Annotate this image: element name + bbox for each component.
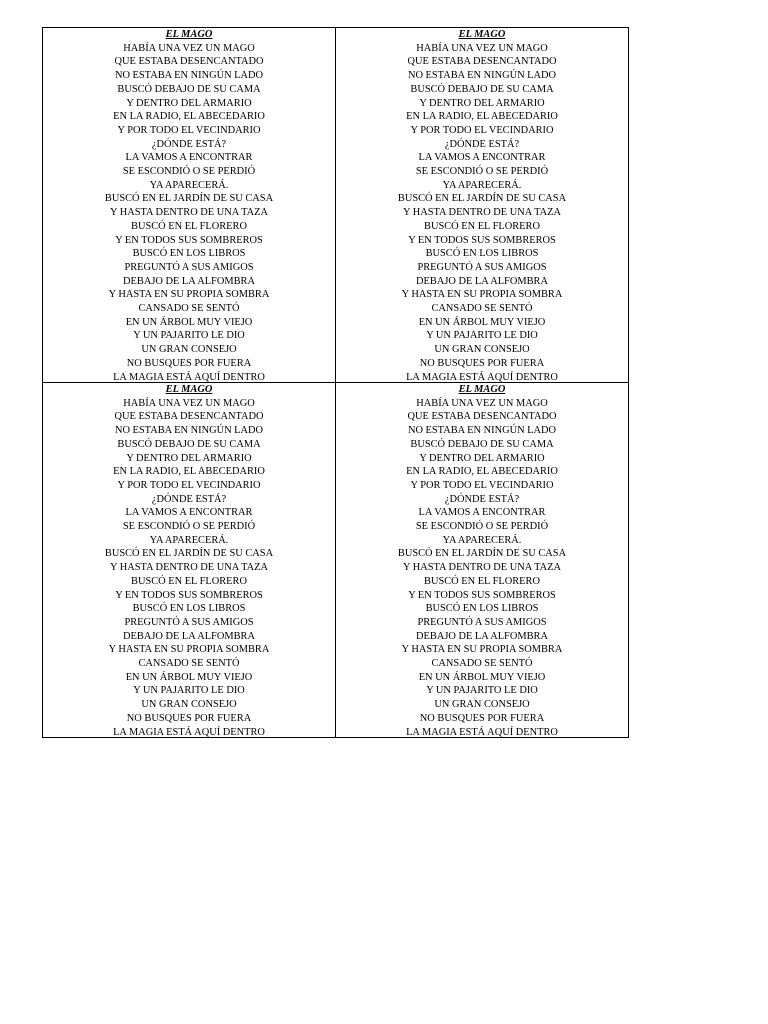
poem-line: UN GRAN CONSEJO <box>141 699 237 711</box>
poem-line: NO BUSQUES POR FUERA <box>419 712 545 724</box>
poem-line: LA VAMOS A ENCONTRAR <box>125 507 253 519</box>
poem-cell <box>43 28 336 383</box>
poem-line: PREGUNTÓ A SUS AMIGOS <box>124 616 254 628</box>
poem-cell <box>336 28 628 383</box>
poem-line: BUSCÓ EN EL FLORERO <box>131 575 247 587</box>
poem-line: Y HASTA DENTRO DE UNA TAZA <box>403 562 561 574</box>
poem-line: Y POR TODO EL VECINDARIO <box>410 479 554 491</box>
poem-line: PREGUNTÓ A SUS AMIGOS <box>124 261 254 273</box>
poem-title: EL MAGO <box>165 29 213 40</box>
poem-line: Y HASTA DENTRO DE UNA TAZA <box>403 207 561 219</box>
poem-line: DEBAJO DE LA ALFOMBRA <box>416 630 548 642</box>
poem-title: EL MAGO <box>165 384 213 395</box>
poem-line: Y DENTRO DEL ARMARIO <box>126 452 252 464</box>
poem-table <box>42 27 629 738</box>
poem-title: EL MAGO <box>458 384 506 395</box>
poem-line: EN UN ÁRBOL MUY VIEJO <box>125 671 253 683</box>
poem-line: LA VAMOS A ENCONTRAR <box>418 507 546 519</box>
poem-line: Y EN TODOS SUS SOMBREROS <box>408 589 556 601</box>
poem-line: PREGUNTÓ A SUS AMIGOS <box>417 616 547 628</box>
poem-line: BUSCÓ EN EL JARDÍN DE SU CASA <box>397 193 567 205</box>
poem-line: HABÍA UNA VEZ UN MAGO <box>123 397 255 409</box>
poem-line: YA APARECERÁ. <box>149 534 229 546</box>
poem-line: HABÍA UNA VEZ UN MAGO <box>416 42 548 54</box>
poem-line: Y POR TODO EL VECINDARIO <box>117 479 261 491</box>
poem-line: Y POR TODO EL VECINDARIO <box>117 124 261 136</box>
poem-line: EN LA RADIO, EL ABECEDARIO <box>406 111 558 123</box>
poem-title: EL MAGO <box>458 29 506 40</box>
poem-line: UN GRAN CONSEJO <box>434 699 530 711</box>
poem-line: NO ESTABA EN NINGÚN LADO <box>114 425 264 437</box>
poem-verse-list <box>336 42 628 383</box>
poem-line: ¿DÓNDE ESTÁ? <box>151 493 227 505</box>
poem-line: YA APARECERÁ. <box>442 534 522 546</box>
poem-line: DEBAJO DE LA ALFOMBRA <box>123 630 255 642</box>
poem-line: EN LA RADIO, EL ABECEDARIO <box>113 111 265 123</box>
poem-line: EN LA RADIO, EL ABECEDARIO <box>406 466 558 478</box>
poem-line: SE ESCONDIÓ O SE PERDIÓ <box>122 166 256 178</box>
poem-line: NO BUSQUES POR FUERA <box>419 357 545 369</box>
poem-line: BUSCÓ EN LOS LIBROS <box>425 603 539 615</box>
poem-line: ¿DÓNDE ESTÁ? <box>444 493 520 505</box>
poem-line: BUSCÓ DEBAJO DE SU CAMA <box>117 438 261 450</box>
poem-line: Y DENTRO DEL ARMARIO <box>126 97 252 109</box>
poem-line: Y DENTRO DEL ARMARIO <box>419 452 545 464</box>
poem-line: LA MAGIA ESTÁ AQUÍ DENTRO <box>406 726 558 737</box>
poem-line: HABÍA UNA VEZ UN MAGO <box>416 397 548 409</box>
poem-line: Y DENTRO DEL ARMARIO <box>419 97 545 109</box>
poem-line: Y EN TODOS SUS SOMBREROS <box>115 589 263 601</box>
poem-line: BUSCÓ EN EL FLORERO <box>424 575 540 587</box>
poem-line: BUSCÓ EN EL JARDÍN DE SU CASA <box>397 548 567 560</box>
poem-line: BUSCÓ EN EL JARDÍN DE SU CASA <box>104 548 274 560</box>
poem-line: EN LA RADIO, EL ABECEDARIO <box>113 466 265 478</box>
poem-line: ¿DÓNDE ESTÁ? <box>151 138 227 150</box>
poem-line: PREGUNTÓ A SUS AMIGOS <box>417 261 547 273</box>
poem-line: UN GRAN CONSEJO <box>141 344 237 356</box>
poem-line: BUSCÓ EN EL FLORERO <box>131 220 247 232</box>
poem-line: Y EN TODOS SUS SOMBREROS <box>408 234 556 246</box>
poem-line: DEBAJO DE LA ALFOMBRA <box>416 275 548 287</box>
poem-line: NO ESTABA EN NINGÚN LADO <box>407 70 557 82</box>
poem-line: CANSADO SE SENTÓ <box>138 658 240 670</box>
poem-line: CANSADO SE SENTÓ <box>431 303 533 315</box>
poem-line: QUE ESTABA DESENCANTADO <box>114 411 264 423</box>
poem-line: EN UN ÁRBOL MUY VIEJO <box>418 671 546 683</box>
poem-line: BUSCÓ EN LOS LIBROS <box>425 248 539 260</box>
poem-line: CANSADO SE SENTÓ <box>431 658 533 670</box>
poem-line: BUSCÓ EN EL JARDÍN DE SU CASA <box>104 193 274 205</box>
poem-line: NO BUSQUES POR FUERA <box>126 712 252 724</box>
poem-cell <box>43 383 336 737</box>
poem-line: LA MAGIA ESTÁ AQUÍ DENTRO <box>113 726 265 737</box>
poem-line: Y UN PAJARITO LE DIO <box>426 685 538 697</box>
poem-verse-list <box>43 397 335 737</box>
poem-line: SE ESCONDIÓ O SE PERDIÓ <box>122 521 256 533</box>
poem-line: BUSCÓ EN LOS LIBROS <box>132 603 246 615</box>
poem-line: BUSCÓ EN LOS LIBROS <box>132 248 246 260</box>
poem-line: Y HASTA EN SU PROPIA SOMBRA <box>108 289 270 301</box>
poem-line: QUE ESTABA DESENCANTADO <box>407 56 557 68</box>
poem-line: EN UN ÁRBOL MUY VIEJO <box>418 316 546 328</box>
poem-line: ¿DÓNDE ESTÁ? <box>444 138 520 150</box>
poem-line: NO BUSQUES POR FUERA <box>126 357 252 369</box>
poem-line: Y HASTA EN SU PROPIA SOMBRA <box>401 644 563 656</box>
poem-line: Y POR TODO EL VECINDARIO <box>410 124 554 136</box>
poem-verse-list <box>336 397 628 737</box>
poem-line: NO ESTABA EN NINGÚN LADO <box>407 425 557 437</box>
poem-line: BUSCÓ DEBAJO DE SU CAMA <box>117 83 261 95</box>
poem-line: LA MAGIA ESTÁ AQUÍ DENTRO <box>113 371 265 383</box>
poem-line: Y UN PAJARITO LE DIO <box>426 330 538 342</box>
poem-line: BUSCÓ DEBAJO DE SU CAMA <box>410 83 554 95</box>
poem-line: Y HASTA DENTRO DE UNA TAZA <box>110 207 268 219</box>
poem-line: UN GRAN CONSEJO <box>434 344 530 356</box>
poem-line: Y EN TODOS SUS SOMBREROS <box>115 234 263 246</box>
poem-cell <box>336 383 628 737</box>
poem-line: HABÍA UNA VEZ UN MAGO <box>123 42 255 54</box>
poem-line: EN UN ÁRBOL MUY VIEJO <box>125 316 253 328</box>
poem-line: QUE ESTABA DESENCANTADO <box>407 411 557 423</box>
poem-line: NO ESTABA EN NINGÚN LADO <box>114 70 264 82</box>
poem-line: Y HASTA DENTRO DE UNA TAZA <box>110 562 268 574</box>
poem-line: Y HASTA EN SU PROPIA SOMBRA <box>401 289 563 301</box>
poem-line: LA VAMOS A ENCONTRAR <box>418 152 546 164</box>
poem-line: BUSCÓ DEBAJO DE SU CAMA <box>410 438 554 450</box>
poem-line: YA APARECERÁ. <box>149 179 229 191</box>
poem-line: LA MAGIA ESTÁ AQUÍ DENTRO <box>406 371 558 383</box>
poem-verse-list <box>43 42 335 383</box>
poem-line: Y UN PAJARITO LE DIO <box>133 685 245 697</box>
poem-line: QUE ESTABA DESENCANTADO <box>114 56 264 68</box>
poem-line: SE ESCONDIÓ O SE PERDIÓ <box>415 521 549 533</box>
poem-line: Y HASTA EN SU PROPIA SOMBRA <box>108 644 270 656</box>
poem-line: DEBAJO DE LA ALFOMBRA <box>123 275 255 287</box>
poem-line: Y UN PAJARITO LE DIO <box>133 330 245 342</box>
poem-line: SE ESCONDIÓ O SE PERDIÓ <box>415 166 549 178</box>
poem-line: YA APARECERÁ. <box>442 179 522 191</box>
poem-line: LA VAMOS A ENCONTRAR <box>125 152 253 164</box>
poem-line: BUSCÓ EN EL FLORERO <box>424 220 540 232</box>
poem-line: CANSADO SE SENTÓ <box>138 303 240 315</box>
